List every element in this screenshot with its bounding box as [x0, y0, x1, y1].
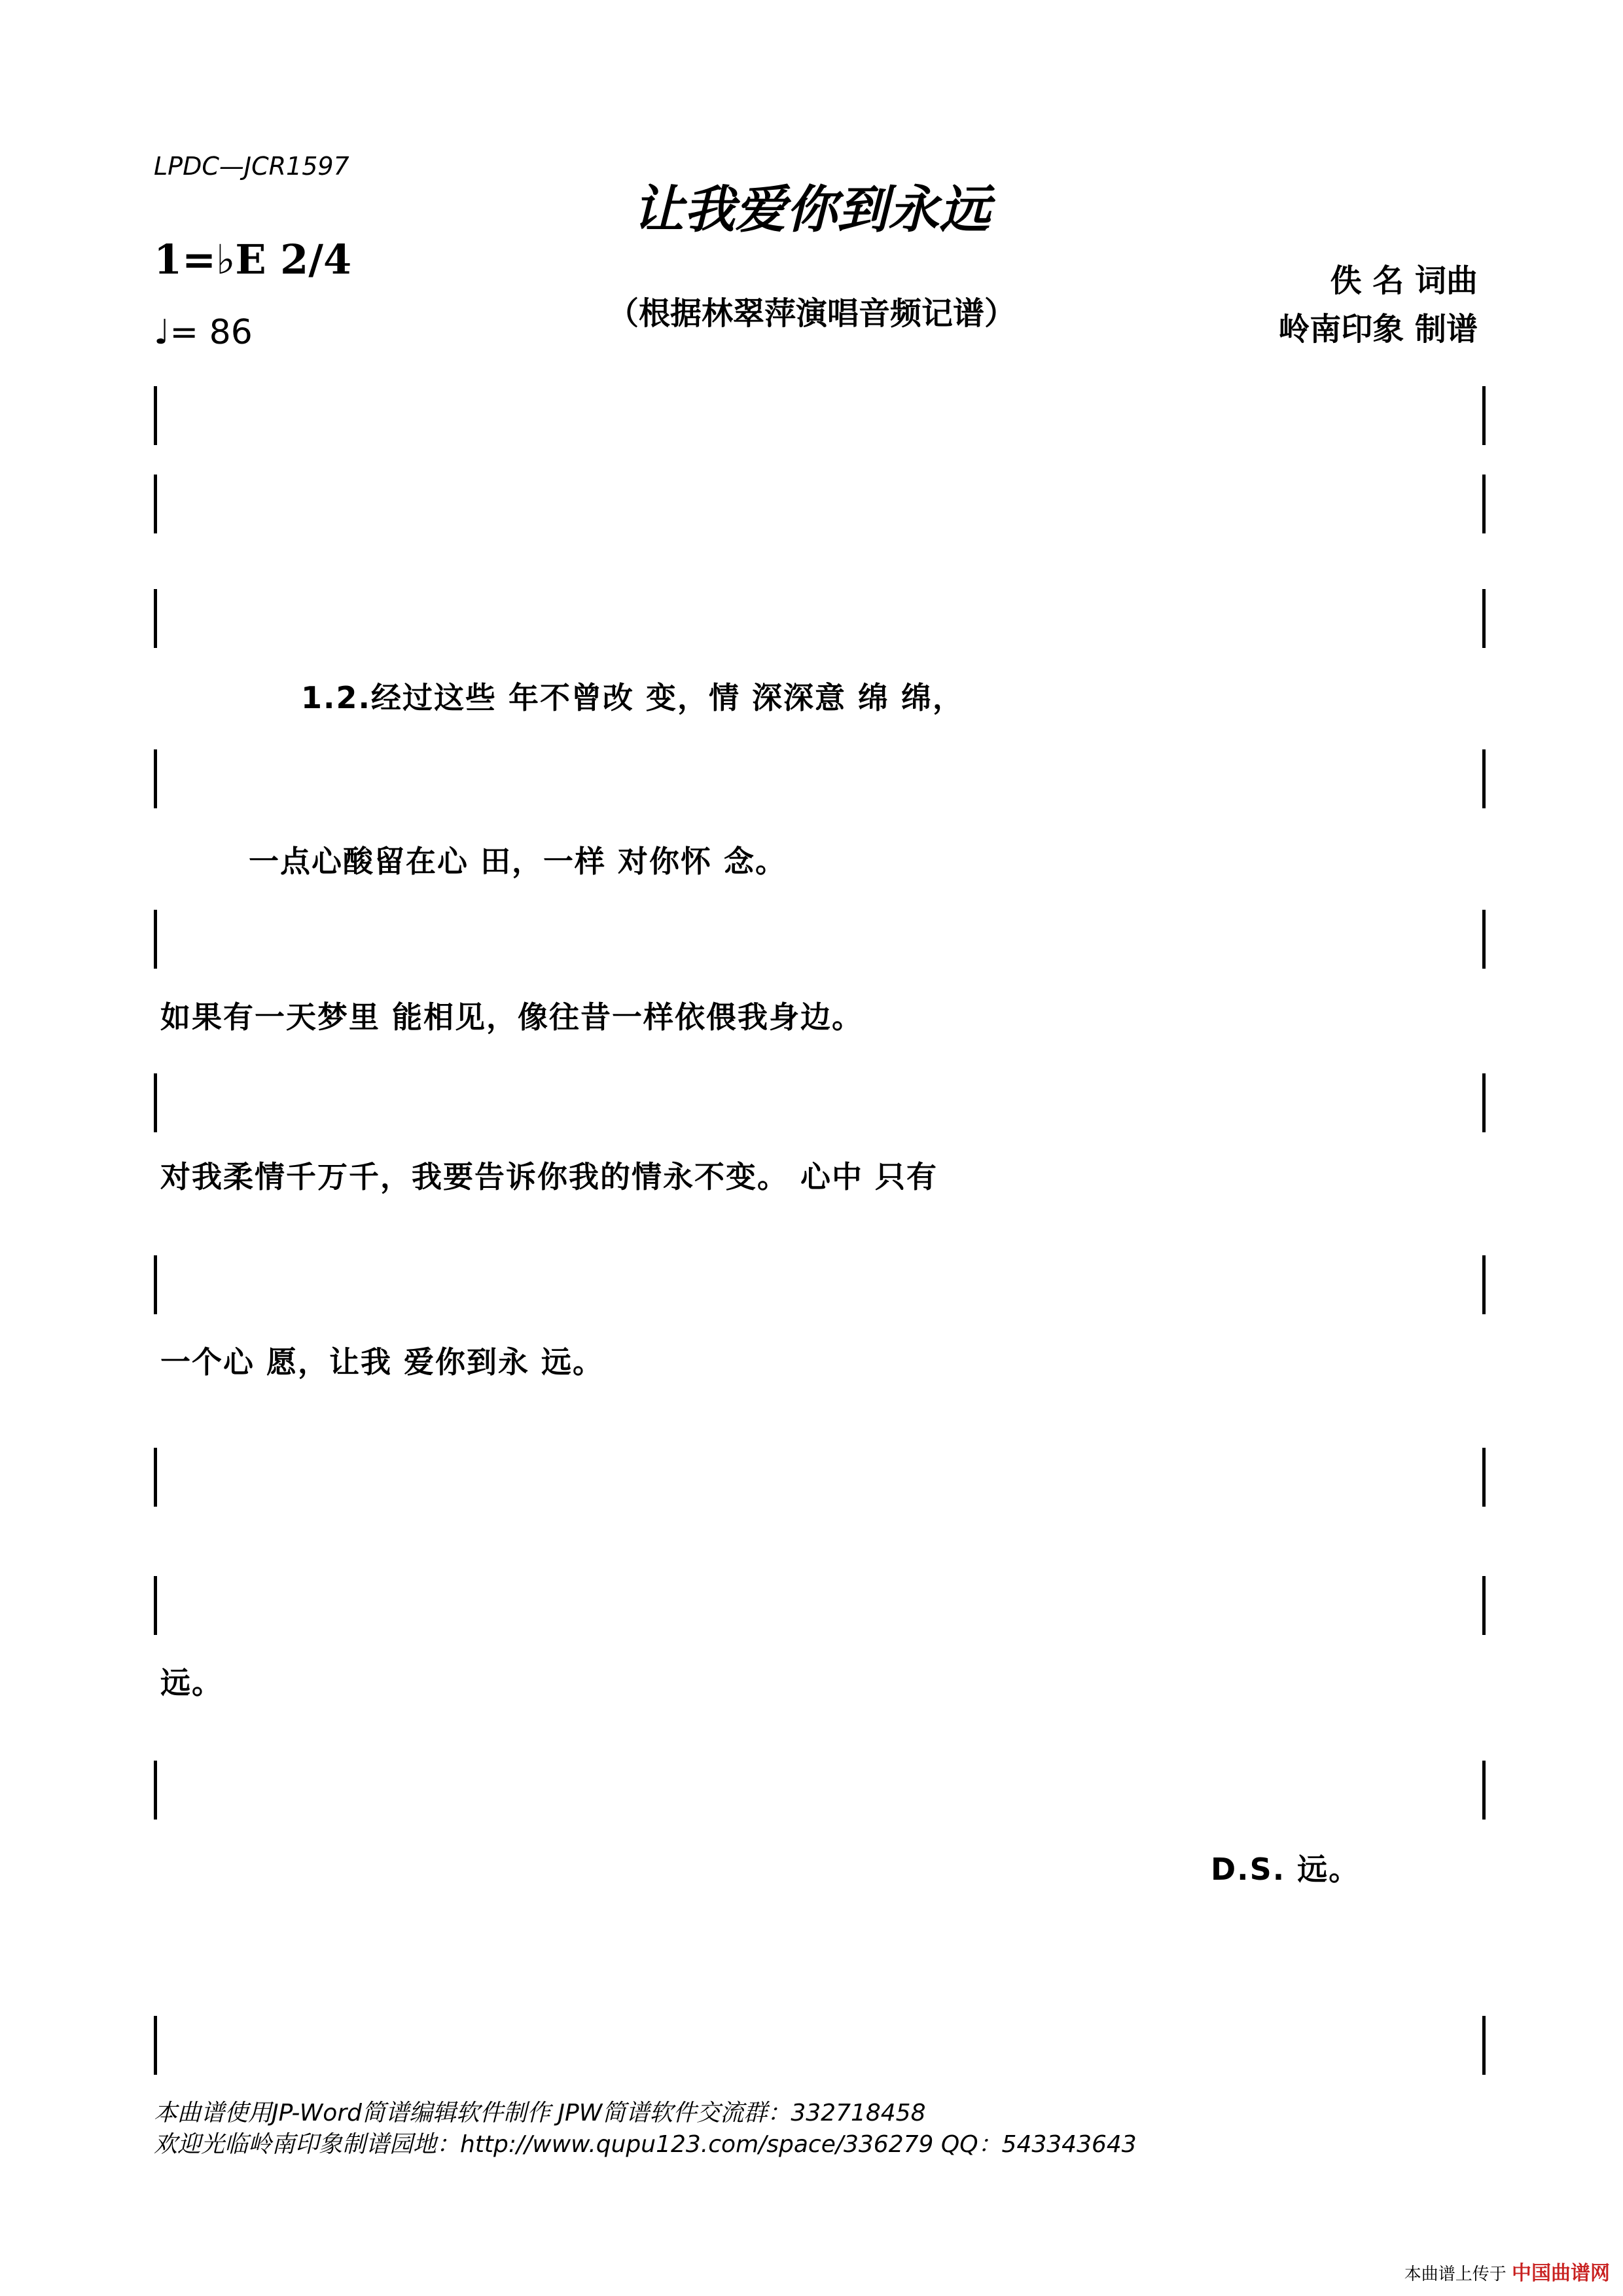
footer-line: 本曲谱使用JP-Word简谱编辑软件制作 JPW简谱软件交流群：332718458 [154, 2100, 926, 2126]
notation-system [154, 386, 1486, 445]
notation-system [154, 2016, 1486, 2075]
tempo-marking: ♩= 86 [154, 313, 253, 352]
lyric-line: 一个心 愿，让我 爱你到永 远。 [160, 1344, 605, 1380]
lyric-line: 如果有一天梦里 能相见，像往昔一样依偎我身边。 [160, 999, 864, 1035]
notation-system [154, 910, 1486, 969]
lyric-line: 对我柔情千万千，我要告诉你我的情永不变。 心中 只有 [160, 1159, 938, 1194]
upload-badge [1404, 2257, 1610, 2286]
lyric-line: 1.2.经过这些 年不曾改 变，情 深深意 绵 绵， [301, 680, 965, 715]
transcriber: 岭南印象 制谱 [1278, 311, 1478, 348]
notation-system [154, 475, 1486, 533]
upload-label: 本曲谱上传于 [1404, 2265, 1507, 2284]
lyricist-composer: 佚 名 词曲 [1330, 262, 1478, 299]
lyric-line: D.S. 远。 [1211, 1852, 1361, 1887]
key-signature: 1=♭E 2/4 [154, 236, 352, 283]
notation-system [154, 1761, 1486, 1820]
notation-system [154, 749, 1486, 808]
notation-system [154, 1576, 1486, 1635]
lyric-line: 远。 [160, 1665, 223, 1700]
footer-line: 欢迎光临岭南印象制谱园地：http://www.qupu123.com/space/336279 QQ：543343643 [154, 2131, 1137, 2158]
source-note: （根据林翠萍演唱音频记谱） [607, 295, 1016, 332]
notation-system [154, 1073, 1486, 1132]
page-title: 让我爱你到永远 [632, 180, 990, 240]
notation-system [154, 589, 1486, 648]
notation-system [154, 1448, 1486, 1507]
score-code: LPDC—JCR1597 [154, 152, 349, 181]
site-brand: 中国曲谱网 [1512, 2262, 1610, 2285]
lyric-line: 一点心酸留在心 田，一样 对你怀 念。 [249, 844, 787, 879]
credits [1278, 257, 1478, 353]
notation-system [154, 1255, 1486, 1314]
